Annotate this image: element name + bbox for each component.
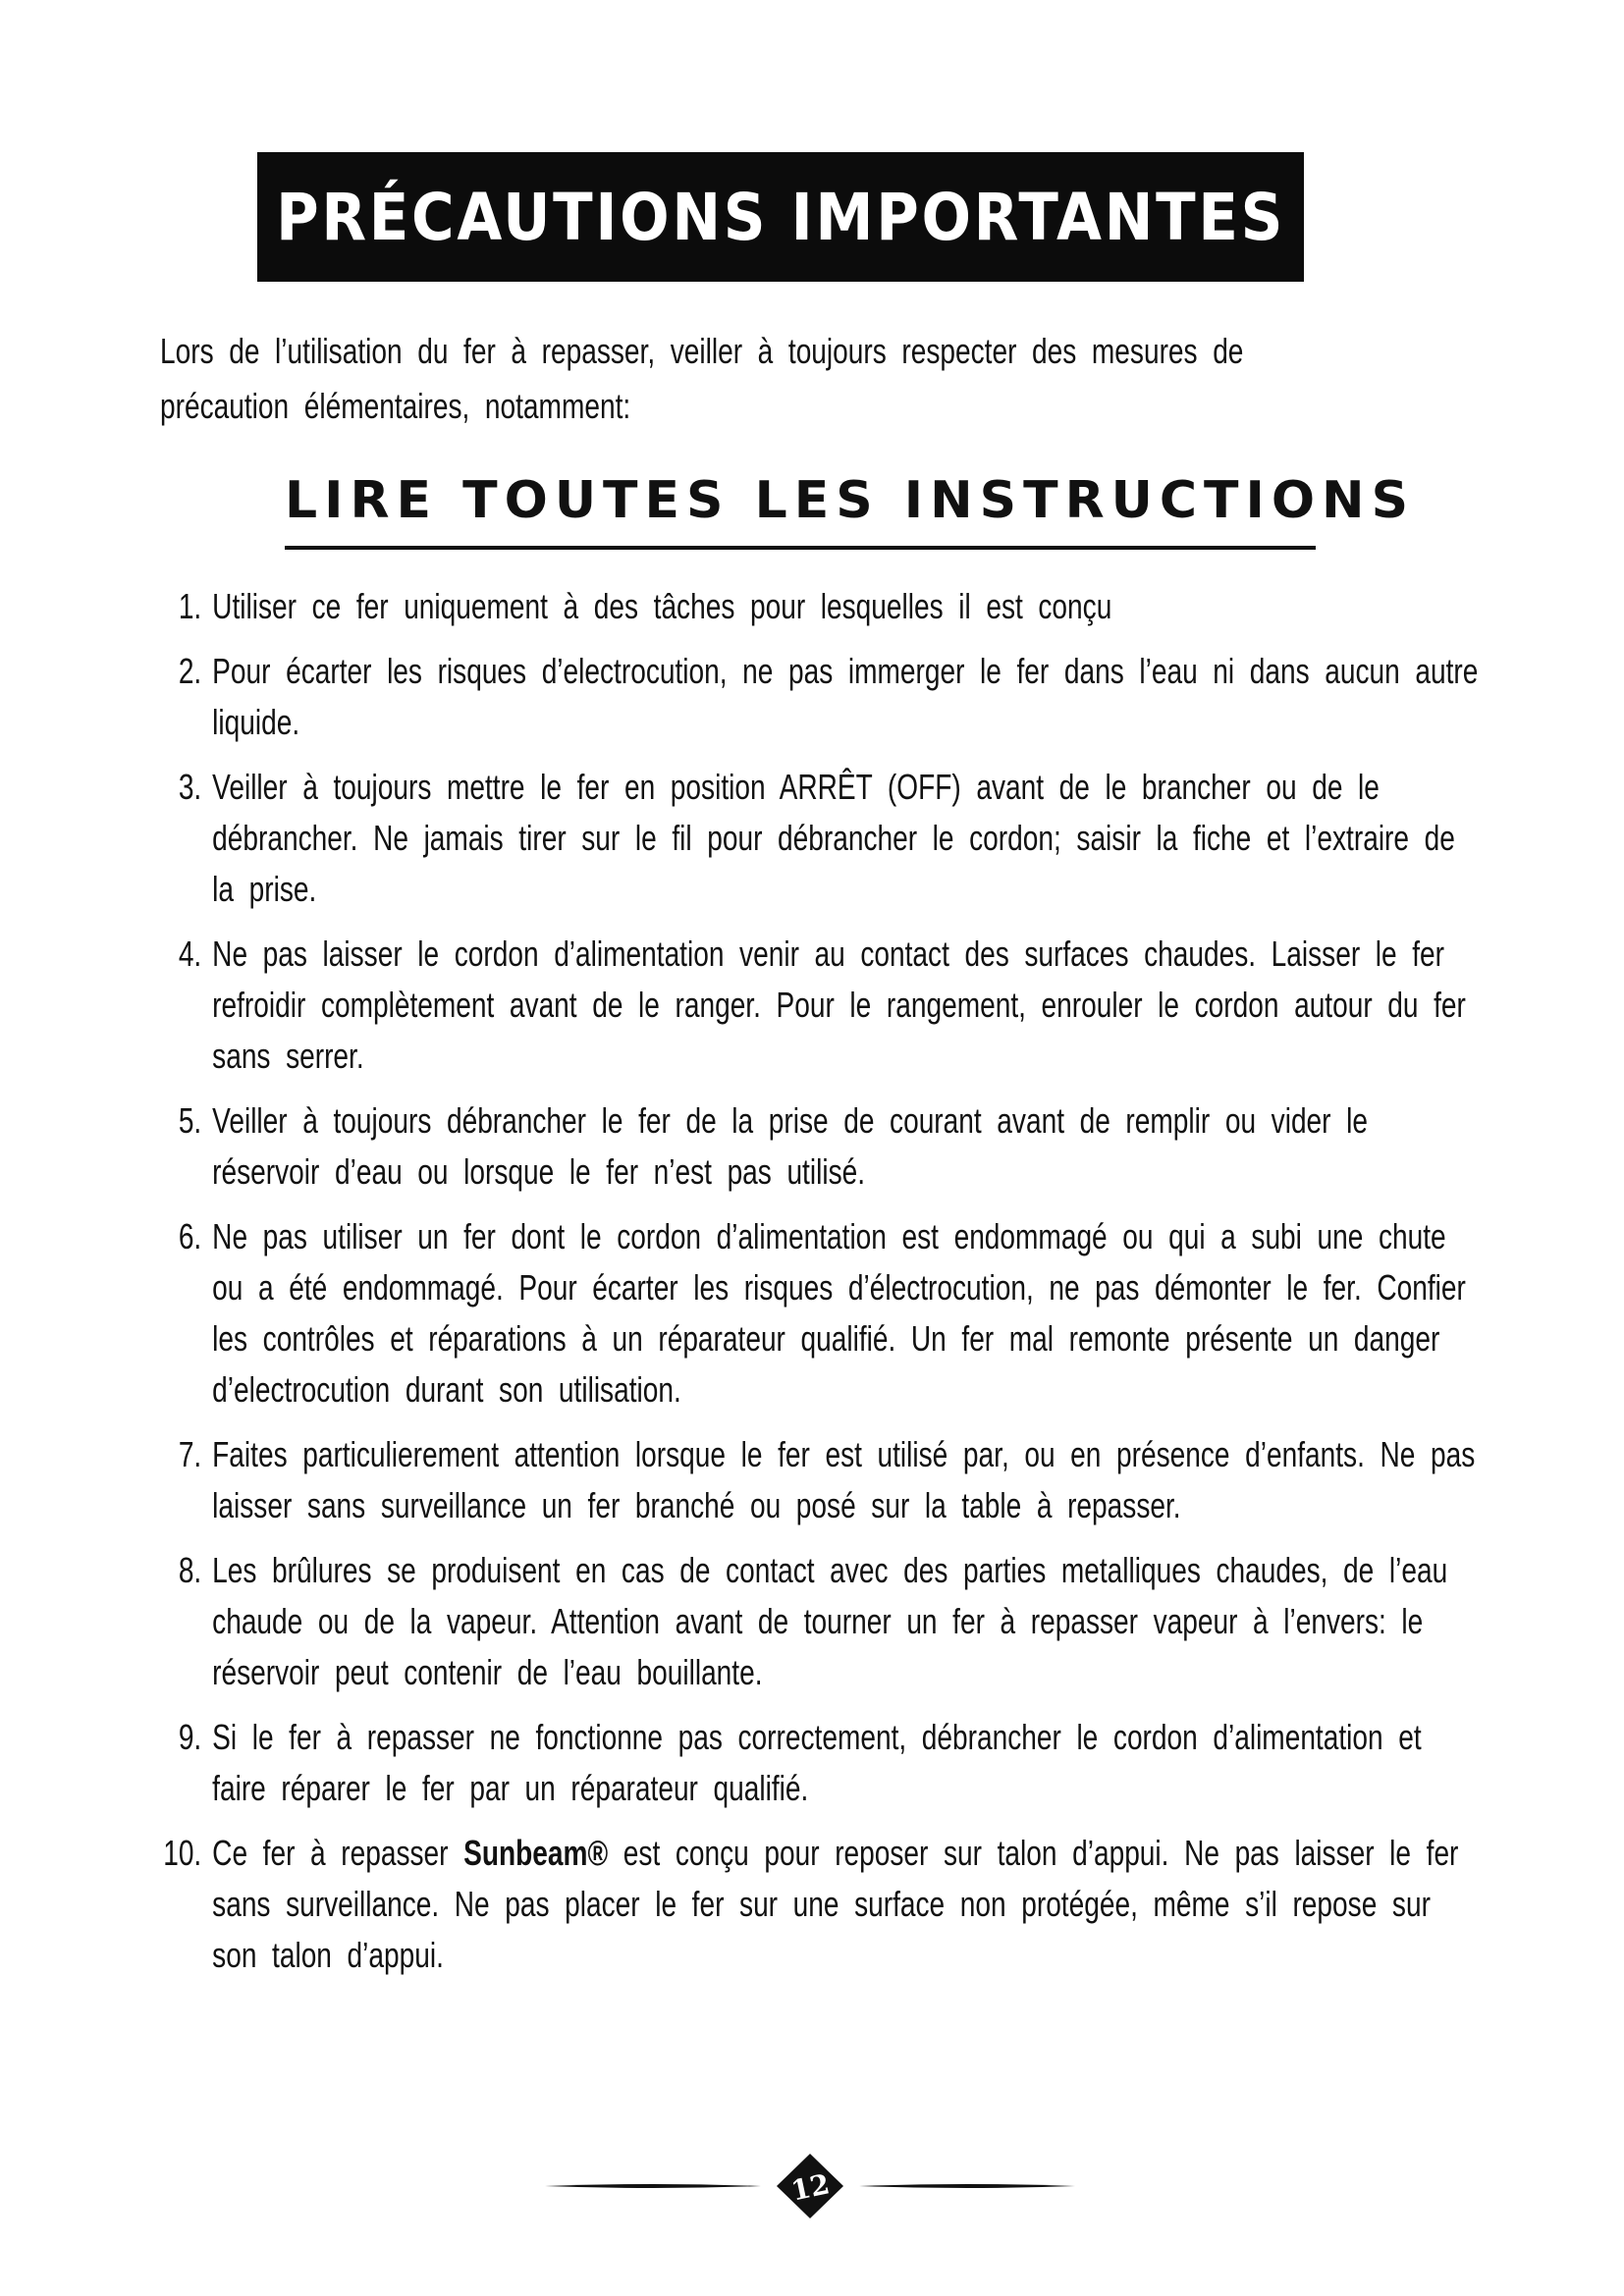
item-text: Les brûlures se produisent en cas de contact avec des parties metalliques chaudes, de l’eau chaude ou de la vapeur. Attention avant de tourner un fer à repasser vapeur à l’envers: le réservoir peut contenir de l’eau bouillante. <box>212 1550 1448 1692</box>
item-text: Ne pas laisser le cordon d’alimentation venir au contact des surfaces chaudes. Laisser le fer refroidir complètement avant de le ranger. Pour le rangement, enrouler le cordon autour du fer sans serrer. <box>212 934 1466 1076</box>
item-text: Utiliser ce fer uniquement à des tâches pour lesquelles il est conçu <box>212 586 1112 626</box>
list-item <box>157 1545 1482 1698</box>
item-text: Si le fer à repasser ne fonctionne pas correctement, débrancher le cordon d’alimentation et faire réparer le fer par un réparateur qualifié. <box>212 1717 1422 1808</box>
item-number: 1. <box>178 586 202 626</box>
item-text-before-brand: Ce fer à repasser <box>212 1833 449 1873</box>
list-item <box>157 581 1482 632</box>
item-text: Faites particulierement attention lorsque le fer est utilisé par, ou en présence d’enfants. Ne pas laisser sans surveillance un fer branché ou posé sur la table à repasser. <box>212 1434 1476 1525</box>
list-item <box>157 1211 1482 1415</box>
list-item <box>157 929 1482 1082</box>
item-text: Veiller à toujours mettre le fer en position ARRÊT (OFF) avant de le brancher ou de le débrancher. Ne jamais tirer sur le fil pour débrancher le cordon; saisir la fiche et l’extraire de la prise. <box>212 767 1455 909</box>
title-banner <box>257 152 1304 282</box>
item-number: 6. <box>178 1216 202 1256</box>
item-number: 10. <box>163 1833 202 1873</box>
list-item <box>157 1828 1482 1981</box>
item-number: 8. <box>178 1550 202 1590</box>
item-number: 3. <box>178 767 202 807</box>
list-item <box>157 1429 1482 1531</box>
brand-name: Sunbeam® <box>463 1833 609 1873</box>
right-rule <box>859 2184 1075 2188</box>
item-text: Pour écarter les risques d’electrocution, ne pas immerger le fer dans l’eau ni dans aucun autre liquide. <box>212 651 1479 742</box>
list-item <box>157 646 1482 748</box>
list-item <box>157 1712 1482 1814</box>
page-title: PRÉCAUTIONS IMPORTANTES <box>276 179 1285 255</box>
item-text: Ne pas utiliser un fer dont le cordon d’alimentation est endommagé ou qui a subi une chute ou a été endommagé. Pour écarter les risques d’électrocution, ne pas démonter le fer. Confier les contrôles et réparations à un réparateur qualifié. Un fer mal remonte présente un danger d’electrocution durant son utilisation. <box>212 1216 1466 1410</box>
page-number-ornament <box>545 2152 1075 2220</box>
left-rule <box>545 2184 761 2188</box>
item-text-after-brand: est conçu pour reposer sur talon d’appui. Ne pas laisser le fer sans surveillance. Ne pas placer le fer sur une surface non protégée, même s’il repose sur son talon d’appui. <box>212 1833 1459 1975</box>
item-number: 5. <box>178 1100 202 1141</box>
item-number: 9. <box>178 1717 202 1757</box>
list-item <box>157 1095 1482 1198</box>
heading-underline <box>285 546 1316 550</box>
list-item <box>157 762 1482 915</box>
item-number: 4. <box>178 934 202 974</box>
section-heading: LIRE TOUTES LES INSTRUCTIONS <box>285 471 1416 530</box>
item-number: 7. <box>178 1434 202 1474</box>
intro-paragraph: Lors de l’utilisation du fer à repasser, veiller à toujours respecter des mesures de précaution élémentaires, notamment: <box>160 331 1244 426</box>
instructions-list <box>157 581 1482 1995</box>
item-number: 2. <box>178 651 202 691</box>
item-text: Veiller à toujours débrancher le fer de la prise de courant avant de remplir ou vider le réservoir d’eau ou lorsque le fer n’est pas utilisé. <box>212 1100 1368 1192</box>
page-number: 12 <box>787 2167 833 2208</box>
